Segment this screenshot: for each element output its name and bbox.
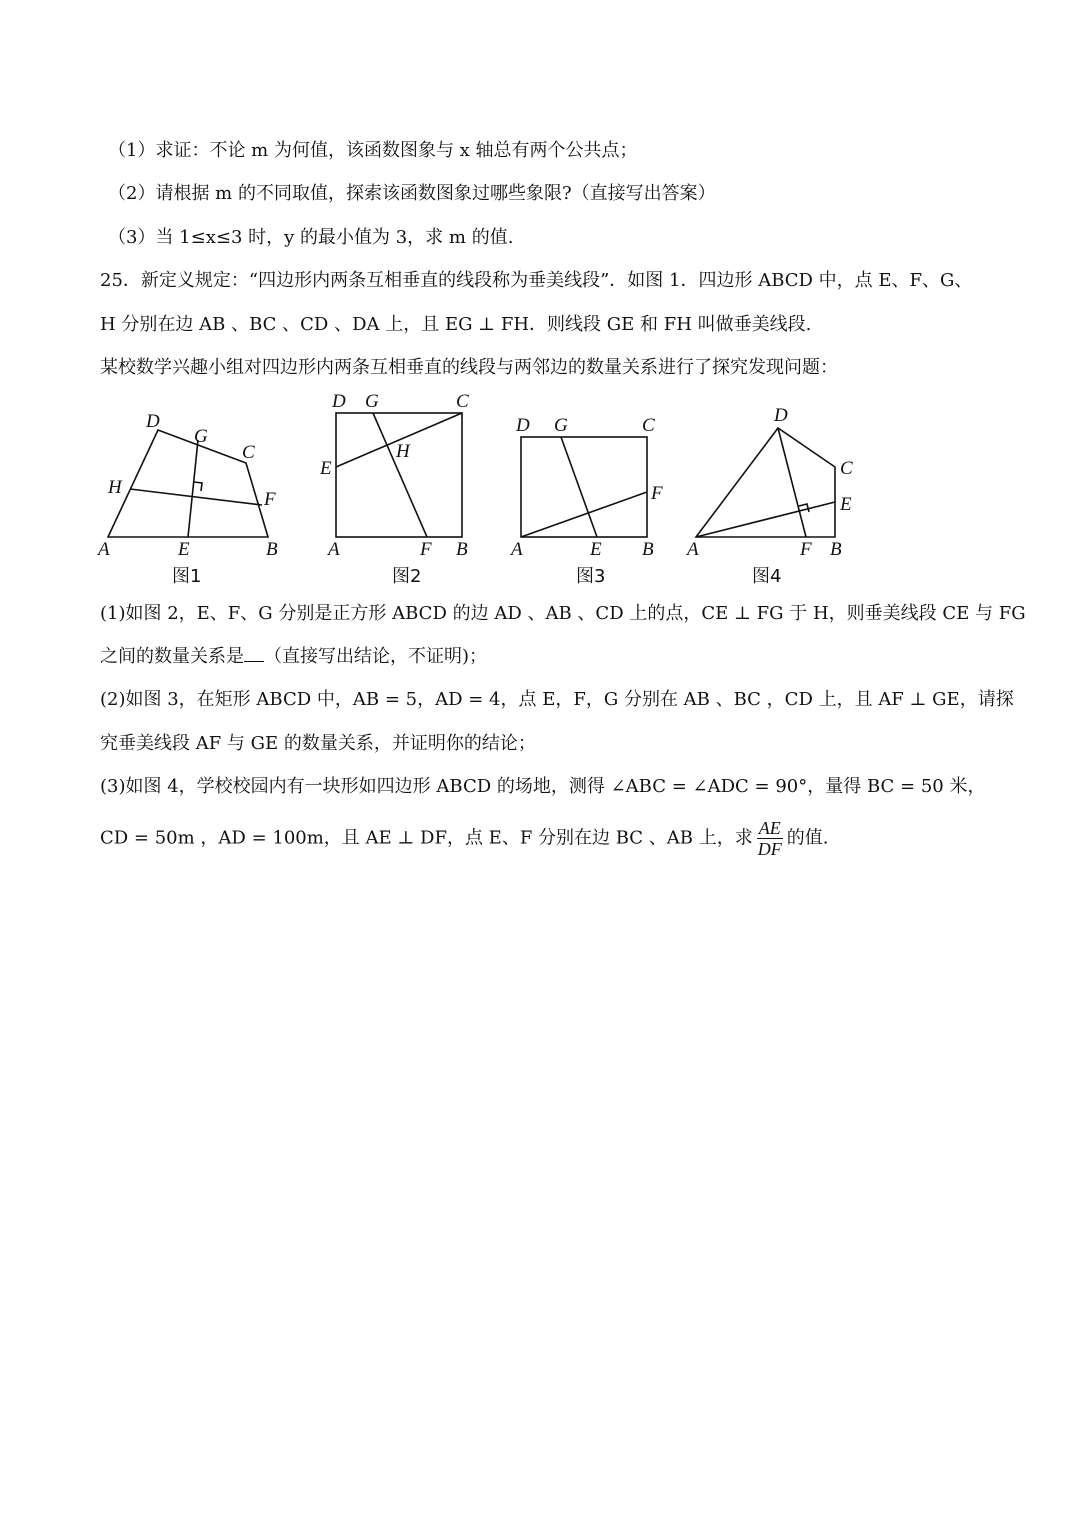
- fig3-label-F: F: [651, 483, 663, 504]
- fig1-label-E: E: [178, 539, 190, 560]
- fig1-right-angle-mark: [194, 482, 202, 491]
- question-24-part2: （2）请根据 m 的不同取值，探索该函数图象过哪些象限?（直接写出答案）: [108, 183, 716, 204]
- fig1-label-C: C: [242, 442, 255, 463]
- figure-4: [685, 405, 853, 587]
- fig4-label-B: B: [830, 539, 842, 560]
- fig2-square: [336, 413, 462, 537]
- fig1-label-D: D: [146, 411, 160, 432]
- geometry-figures: [90, 385, 990, 590]
- question-24-part3: （3）当 1≤x≤3 时，y 的最小值为 3，求 m 的值.: [108, 227, 514, 248]
- fig2-label-D: D: [332, 391, 346, 412]
- fig4-label-E: E: [840, 494, 852, 515]
- fig2-label-G: G: [365, 391, 379, 412]
- question-25-part2-line1: (2)如图 3，在矩形 ABCD 中，AB = 5，AD = 4，点 E，F，G 分别在 AB 、BC ，CD 上，且 AF ⊥ GE，请探: [100, 689, 1014, 710]
- fig2-label-A: A: [328, 539, 340, 560]
- figures-row: [90, 385, 990, 590]
- fig2-caption: 图2: [392, 566, 422, 587]
- fraction-numerator: AE: [758, 818, 781, 838]
- fig1-caption: 图1: [172, 566, 202, 587]
- question-25-part1-line1: (1)如图 2，E、F、G 分别是正方形 ABCD 的边 AD 、AB 、CD 上的点，CE ⊥ FG 于 H，则垂美线段 CE 与 FG: [100, 603, 1026, 624]
- fig4-label-C: C: [840, 458, 853, 479]
- question-25-part1-line2: [100, 645, 487, 669]
- fig1-segment-GE: [188, 440, 198, 537]
- fig4-label-F: F: [800, 539, 812, 560]
- question-25-intro: 25．新定义规定：“四边形内两条互相垂直的线段称为垂美线段”．如图 1．四边形 ABCD 中，点 E、F、G、: [100, 270, 973, 291]
- part1-prompt: 之间的数量关系是: [100, 646, 244, 667]
- fig3-label-B: B: [642, 539, 654, 560]
- fig1-label-H: H: [108, 477, 122, 498]
- question-25-definition: H 分别在边 AB 、BC 、CD 、DA 上，且 EG ⊥ FH．则线段 GE 和 FH 叫做垂美线段.: [100, 314, 812, 335]
- question-25-part3-line1: (3)如图 4，学校校园内有一块形如四边形 ABCD 的场地，测得 ∠ABC = ∠ADC = 90°，量得 BC = 50 米，: [100, 776, 986, 797]
- figure-2: [319, 391, 469, 587]
- fig4-segment-AE: [696, 502, 835, 537]
- answer-blank[interactable]: [244, 645, 264, 662]
- fig1-label-B: B: [266, 539, 278, 560]
- fig1-label-A: A: [98, 539, 110, 560]
- question-24-part1: （1）求证：不论 m 为何值，该函数图象与 x 轴总有两个公共点；: [108, 140, 638, 161]
- fig2-label-E: E: [320, 458, 332, 479]
- fig3-label-E: E: [590, 539, 602, 560]
- fig1-label-F: F: [264, 489, 276, 510]
- fig3-label-C: C: [642, 415, 655, 436]
- fig3-segment-GE: [561, 437, 597, 537]
- question-25-part3-line2: [100, 818, 829, 859]
- part3-condition: CD = 50m ，AD = 100m，且 AE ⊥ DF，点 E、F 分别在边 BC 、AB 上，求: [100, 827, 753, 849]
- figure-1: [96, 411, 278, 587]
- question-25-context: 某校数学兴趣小组对四边形内两条互相垂直的线段与两邻边的数量关系进行了探究发现问题：: [100, 357, 838, 378]
- fig4-label-A: A: [687, 539, 699, 560]
- fig3-caption: 图3: [576, 566, 606, 587]
- fig2-label-F: F: [420, 539, 432, 560]
- fig2-label-C: C: [456, 391, 469, 412]
- fig1-segment-HF: [130, 489, 262, 505]
- fraction-AE-over-DF: [757, 818, 783, 859]
- fig3-label-D: D: [516, 415, 530, 436]
- fig3-rectangle: [521, 437, 647, 537]
- fig3-label-A: A: [511, 539, 523, 560]
- fig4-caption: 图4: [752, 566, 782, 587]
- fig2-label-H: H: [396, 441, 410, 462]
- fig2-label-B: B: [456, 539, 468, 560]
- fraction-denominator: DF: [757, 839, 782, 859]
- question-25-part2-line2: 究垂美线段 AF 与 GE 的数量关系，并证明你的结论；: [100, 733, 536, 754]
- figure-3: [509, 415, 663, 587]
- part3-ending: 的值.: [786, 827, 829, 849]
- fig4-label-D: D: [774, 405, 788, 426]
- part1-instruction: （直接写出结论，不证明)；: [264, 646, 488, 667]
- fig3-label-G: G: [554, 415, 568, 436]
- fig1-label-G: G: [194, 426, 208, 447]
- fig4-quadrilateral: [696, 428, 835, 537]
